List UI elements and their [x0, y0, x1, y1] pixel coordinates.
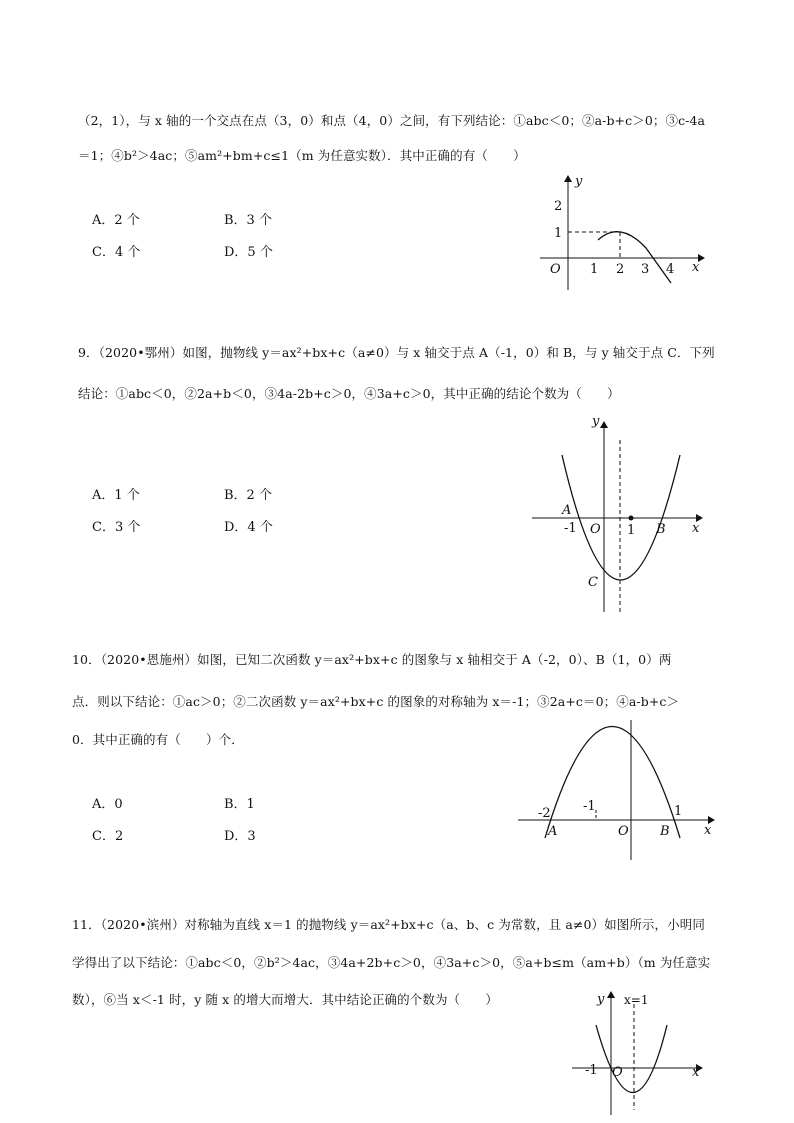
- q11-y-label: y: [597, 992, 605, 1007]
- q8-y-label: y: [575, 174, 583, 189]
- q10-text-line-3: 0．其中正确的有（ ）个．: [72, 732, 244, 747]
- q8-option-d: D．5 个: [224, 245, 273, 260]
- q10-label-a: A: [548, 824, 558, 839]
- q9-text-line-2: 结论：①abc＜0，②2a+b＜0，③4a-2b+c＞0，④3a+c＞0，其中正确的结论个数为（ ）: [78, 386, 620, 401]
- q8-option-a: A．2 个: [92, 213, 140, 228]
- q8-text-line-2: ＝1；④b²＞4ac；⑤am²+bm+c≤1（m 为任意实数）．其中正确的有（ ）: [78, 148, 526, 163]
- q8-x-tick-1: 1: [590, 262, 599, 277]
- q9-label-c: C: [588, 575, 598, 590]
- q8-origin-label: O: [550, 262, 561, 277]
- q11-x-label: x: [692, 1065, 700, 1080]
- q10-option-c: C．2: [92, 829, 124, 844]
- q8-x-tick-4: 4: [666, 262, 675, 277]
- q10-text-line-2: 点．则以下结论：①ac＞0；②二次函数 y＝ax²+bx+c 的图象的对称轴为 x＝-1；③2a+c＝0；④a-b+c＞: [72, 694, 680, 709]
- q8-x-tick-2: 2: [616, 262, 625, 277]
- q8-x-label: x: [692, 260, 700, 275]
- q9-tick-neg1: -1: [564, 521, 577, 536]
- q9-origin-label: O: [590, 522, 601, 537]
- q9-y-label: y: [592, 414, 600, 429]
- q10-origin-label: O: [618, 824, 629, 839]
- q9-label-a: A: [562, 503, 572, 518]
- q11-parabola-curve: [596, 1025, 667, 1093]
- q10-option-b: B．1: [224, 797, 255, 812]
- q11-text-line-2: 学得出了以下结论：①abc＜0，②b²＞4ac，③4a+2b+c＞0，④3a+c＞0，⑤a+b≤m（am+b）（m 为任意实: [72, 955, 711, 970]
- q8-y-tick-1: 1: [554, 226, 563, 241]
- q11-text-line-3: 数），⑥当 x＜-1 时，y 随 x 的增大而增大．其中结论正确的个数为（ ）: [72, 992, 498, 1007]
- q8-option-b: B．3 个: [224, 213, 272, 228]
- q11-tick-neg1: -1: [585, 1063, 598, 1078]
- q8-option-c: C．4 个: [92, 245, 141, 260]
- q8-y-tick-2: 2: [554, 199, 563, 214]
- q11-text-line-1: 11．（2020•滨州）对称轴为直线 x＝1 的抛物线 y＝ax²+bx+c（a、b、c 为常数，且 a≠0）如图所示，小明同: [72, 917, 705, 932]
- q10-tick-neg2: -2: [538, 806, 551, 821]
- q10-option-d: D．3: [224, 829, 256, 844]
- q10-tick-neg1: -1: [583, 799, 596, 814]
- q9-tick-1: 1: [627, 523, 636, 538]
- q11-origin-label: O: [612, 1065, 623, 1080]
- q10-option-a: A．0: [92, 797, 123, 812]
- q8-text-line-1: （2，1），与 x 轴的一个交点在点（3，0）和点（4，0）之间，有下列结论：①abc＜0；②a-b+c＞0；③c-4a: [78, 113, 706, 128]
- q9-option-d: D．4 个: [224, 520, 273, 535]
- q8-x-tick-3: 3: [641, 262, 650, 277]
- q9-option-c: C．3 个: [92, 520, 141, 535]
- q9-x-label: x: [692, 521, 700, 536]
- q10-text-line-1: 10．（2020•恩施州）如图，已知二次函数 y＝ax²+bx+c 的图象与 x 轴相交于 A（-2，0）、B（1，0）两: [72, 652, 672, 667]
- q10-x-label: x: [704, 823, 712, 838]
- q11-axis-label: x=1: [624, 993, 649, 1007]
- q10-tick-1: 1: [674, 804, 683, 819]
- q9-option-a: A．1 个: [92, 488, 140, 503]
- q9-text-line-1: 9．（2020•鄂州）如图，抛物线 y＝ax²+bx+c（a≠0）与 x 轴交于点 A（-1，0）和 B，与 y 轴交于点 C．下列: [78, 345, 715, 360]
- q9-label-b: B: [656, 522, 666, 537]
- q9-option-b: B．2 个: [224, 488, 272, 503]
- q10-label-b: B: [660, 824, 670, 839]
